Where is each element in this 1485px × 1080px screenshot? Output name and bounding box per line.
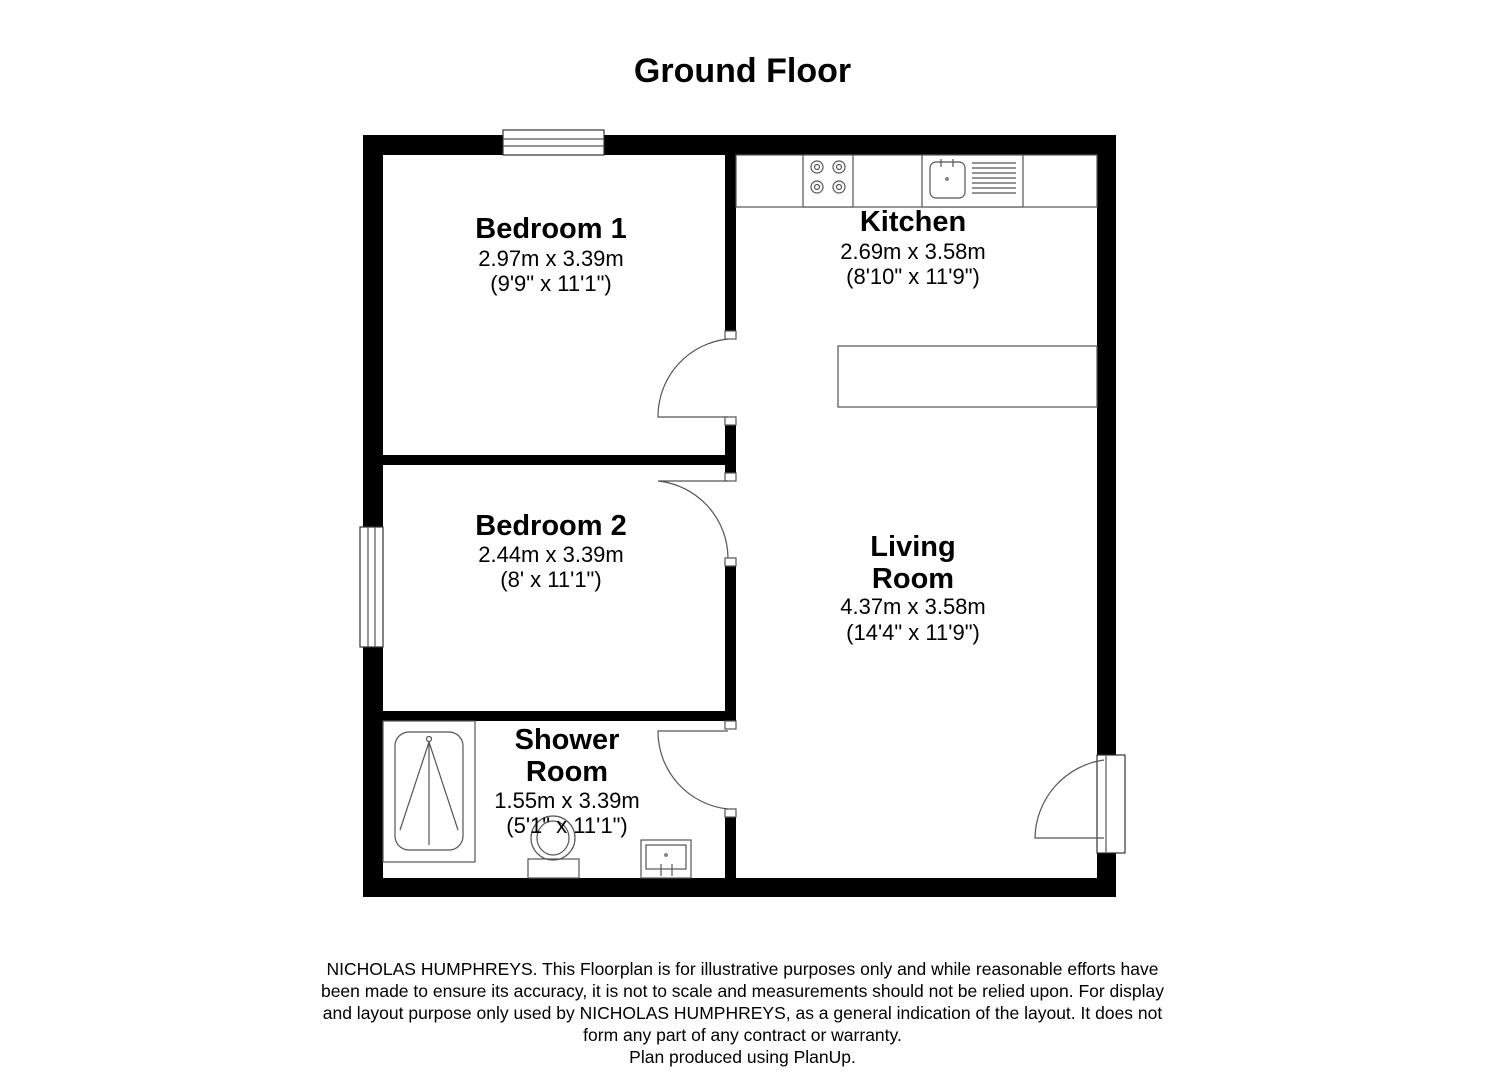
room-name-line1: Shower	[514, 724, 620, 756]
room-living	[840, 531, 986, 645]
room-shower	[494, 724, 640, 838]
entrance-door	[1035, 755, 1125, 853]
room-size-imperial: (14'4" x 11'9")	[846, 620, 980, 645]
door-shower	[658, 721, 736, 817]
disclaimer-line: form any part of any contract or warranty.	[583, 1025, 902, 1045]
room-size-imperial: (5'1" x 11'1")	[506, 813, 628, 838]
window-left	[360, 527, 383, 647]
door-bedroom2	[658, 473, 736, 566]
room-size-imperial: (8' x 11'1")	[500, 567, 602, 592]
kitchen-counter	[736, 155, 1097, 207]
room-size-metric: 1.55m x 3.39m	[494, 788, 640, 813]
disclaimer-line: and layout purpose only used by NICHOLAS HUMPHREYS, as a general indication of the layout. It does not	[322, 1003, 1163, 1023]
door-bedroom1	[658, 331, 736, 425]
room-name-line2: Room	[525, 756, 609, 788]
room-name: Bedroom 2	[475, 510, 627, 542]
room-kitchen	[840, 206, 986, 289]
room-size-metric: 2.97m x 3.39m	[478, 246, 624, 271]
shower-tray-icon	[383, 721, 475, 862]
room-size-metric: 2.44m x 3.39m	[478, 542, 624, 567]
room-size-metric: 2.69m x 3.58m	[840, 239, 986, 264]
disclaimer-line: Plan produced using PlanUp.	[629, 1047, 856, 1067]
room-name: Bedroom 1	[475, 213, 627, 245]
floor-title: Ground Floor	[633, 52, 852, 90]
room-bedroom1	[475, 213, 626, 296]
room-name: Kitchen	[859, 206, 967, 238]
room-name-line1: Living	[870, 531, 956, 563]
room-size-imperial: (8'10" x 11'9")	[846, 264, 980, 289]
window-top	[503, 130, 604, 155]
room-bedroom2	[475, 510, 626, 592]
room-name-line2: Room	[871, 563, 955, 595]
disclaimer-line: NICHOLAS HUMPHREYS. This Floorplan is for illustrative purposes only and while reasonable efforts have	[326, 959, 1159, 979]
kitchen-island	[838, 346, 1097, 407]
disclaimer	[0, 958, 1485, 1068]
basin-icon	[641, 840, 691, 878]
room-size-metric: 4.37m x 3.58m	[840, 594, 986, 619]
disclaimer-line: been made to ensure its accuracy, it is not to scale and measurements should not be relied upon. For display	[320, 981, 1165, 1001]
room-size-imperial: (9'9" x 11'1")	[490, 271, 612, 296]
